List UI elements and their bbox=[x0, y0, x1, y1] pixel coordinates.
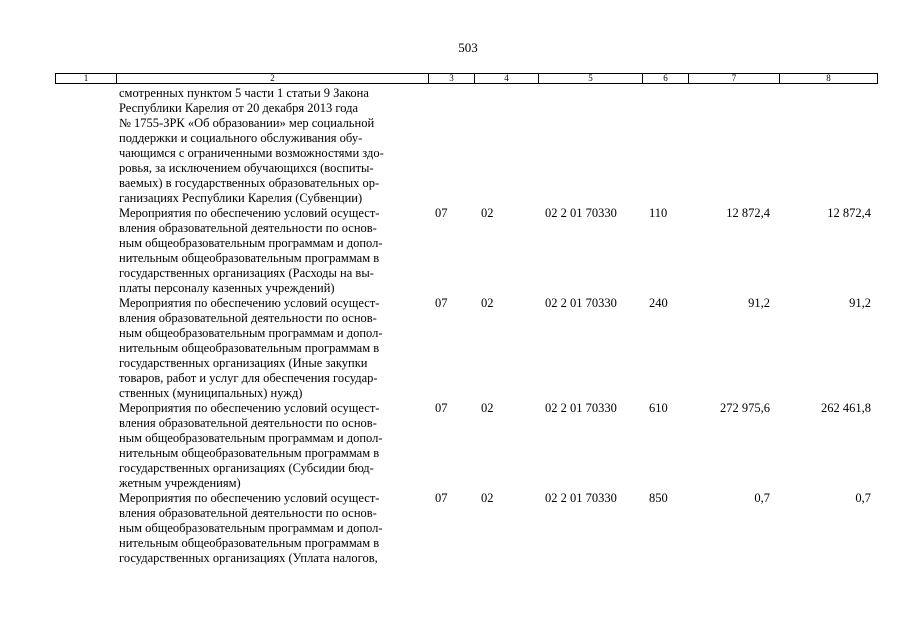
text-line: нительным общеобразовательным программам в bbox=[119, 446, 380, 460]
text-line: поддержки и социального обслуживания обу- bbox=[119, 131, 363, 145]
amount-col-8: 12 872,4 bbox=[827, 206, 871, 220]
text-line: № 1755-ЗРК «Об образовании» мер социальной bbox=[119, 116, 375, 130]
amount-col-7: 0,7 bbox=[754, 491, 770, 505]
text-line: чающимся с ограниченными возможностями здо- bbox=[119, 146, 384, 160]
section-code: 07 bbox=[435, 296, 448, 310]
subsection-code: 02 bbox=[481, 401, 494, 415]
budget-table-body bbox=[55, 86, 877, 566]
expense-type-code: 240 bbox=[649, 296, 668, 310]
continuation-row bbox=[55, 86, 877, 206]
text-line: ственных (муниципальных) нужд) bbox=[119, 386, 303, 400]
text-line: вления образовательной деятельности по основ- bbox=[119, 506, 377, 520]
amount-col-8: 91,2 bbox=[849, 296, 871, 310]
expense-type-code: 610 bbox=[649, 401, 668, 415]
header-col-5: 5 bbox=[539, 74, 643, 84]
row-description bbox=[119, 491, 429, 566]
subsection-code: 02 bbox=[481, 491, 494, 505]
target-article-code: 02 2 01 70330 bbox=[545, 206, 617, 220]
target-article-code: 02 2 01 70330 bbox=[545, 296, 617, 310]
section-code: 07 bbox=[435, 491, 448, 505]
text-line: жетным учреждениям) bbox=[119, 476, 241, 490]
text-line: ровья, за исключением обучающихся (воспиты- bbox=[119, 161, 374, 175]
text-line: нительным общеобразовательным программам в bbox=[119, 536, 380, 550]
row-description bbox=[119, 401, 429, 491]
row-description bbox=[119, 206, 429, 296]
row-description bbox=[119, 296, 429, 401]
table-row bbox=[55, 206, 877, 296]
header-col-8: 8 bbox=[780, 74, 878, 84]
subsection-code: 02 bbox=[481, 296, 494, 310]
text-line: Мероприятия по обеспечению условий осущест- bbox=[119, 491, 380, 505]
header-col-7: 7 bbox=[689, 74, 780, 84]
table-row bbox=[55, 491, 877, 566]
text-line: Мероприятия по обеспечению условий осущест- bbox=[119, 401, 380, 415]
expense-type-code: 850 bbox=[649, 491, 668, 505]
text-line: вления образовательной деятельности по основ- bbox=[119, 221, 377, 235]
text-line: ным общеобразовательным программам и допол- bbox=[119, 521, 383, 535]
text-line: нительным общеобразовательным программам в bbox=[119, 341, 380, 355]
header-col-4: 4 bbox=[475, 74, 539, 84]
text-line: Мероприятия по обеспечению условий осущест- bbox=[119, 206, 380, 220]
text-line: платы персоналу казенных учреждений) bbox=[119, 281, 335, 295]
continuation-text bbox=[119, 86, 429, 206]
amount-col-7: 12 872,4 bbox=[726, 206, 770, 220]
text-line: вления образовательной деятельности по основ- bbox=[119, 416, 377, 430]
text-line: ваемых) в государственных образовательных ор- bbox=[119, 176, 380, 190]
amount-col-8: 262 461,8 bbox=[821, 401, 871, 415]
text-line: нительным общеобразовательным программам в bbox=[119, 251, 380, 265]
text-line: ным общеобразовательным программам и допол- bbox=[119, 236, 383, 250]
text-line: Мероприятия по обеспечению условий осущест- bbox=[119, 296, 380, 310]
target-article-code: 02 2 01 70330 bbox=[545, 401, 617, 415]
amount-col-7: 91,2 bbox=[748, 296, 770, 310]
column-number-header bbox=[55, 73, 878, 84]
amount-col-8: 0,7 bbox=[855, 491, 871, 505]
text-line: государственных организациях (Уплата налогов, bbox=[119, 551, 378, 565]
text-line: государственных организациях (Субсидии бюд- bbox=[119, 461, 374, 475]
text-line: ным общеобразовательным программам и допол- bbox=[119, 431, 383, 445]
header-col-3: 3 bbox=[429, 74, 475, 84]
text-line: государственных организациях (Иные закупки bbox=[119, 356, 368, 370]
text-line: Республики Карелия от 20 декабря 2013 года bbox=[119, 101, 359, 115]
amount-col-7: 272 975,6 bbox=[720, 401, 770, 415]
text-line: товаров, работ и услуг для обеспечения государ- bbox=[119, 371, 378, 385]
text-line: смотренных пунктом 5 части 1 статьи 9 Закона bbox=[119, 86, 369, 100]
header-col-2: 2 bbox=[117, 74, 429, 84]
target-article-code: 02 2 01 70330 bbox=[545, 491, 617, 505]
section-code: 07 bbox=[435, 206, 448, 220]
text-line: вления образовательной деятельности по основ- bbox=[119, 311, 377, 325]
subsection-code: 02 bbox=[481, 206, 494, 220]
header-col-1: 1 bbox=[56, 74, 117, 84]
text-line: государственных организациях (Расходы на вы- bbox=[119, 266, 374, 280]
header-col-6: 6 bbox=[643, 74, 689, 84]
expense-type-code: 110 bbox=[649, 206, 668, 220]
table-row bbox=[55, 401, 877, 491]
text-line: ганизациях Республики Карелия (Субвенции) bbox=[119, 191, 363, 205]
page-number: 503 bbox=[458, 40, 478, 55]
text-line: ным общеобразовательным программам и допол- bbox=[119, 326, 383, 340]
section-code: 07 bbox=[435, 401, 448, 415]
table-row bbox=[55, 296, 877, 401]
